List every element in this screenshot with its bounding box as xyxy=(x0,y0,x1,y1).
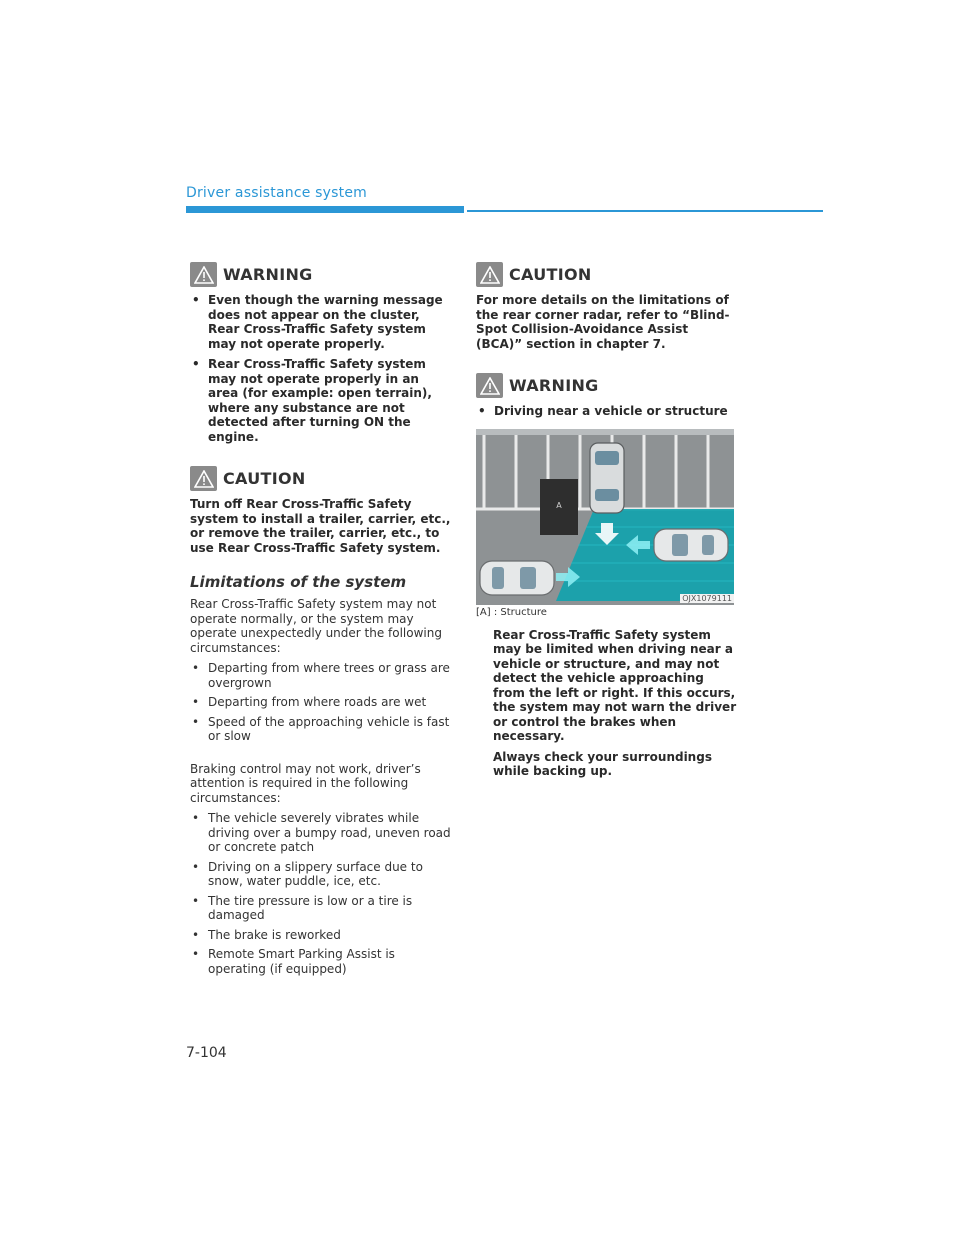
warning-title: WARNING xyxy=(223,265,313,284)
limitations-intro: Rear Cross-Traffic Safety system may not operate normally, or the system may operate unexpectedly under the following circumstances: xyxy=(190,597,442,655)
caution-text: For more details on the limitations of the rear corner radar, refer to “Blind-Spot Collision-Avoidance Assist (BCA)” section in chapter 7. xyxy=(476,293,730,351)
list-item: • Driving on a slippery surface due to snow, water puddle, ice, etc. xyxy=(190,860,452,889)
header-rule-thin xyxy=(467,210,823,212)
list-item: • Speed of the approaching vehicle is fast or slow xyxy=(190,715,452,744)
warning-heading xyxy=(476,373,738,398)
list-item: • Departing from where roads are wet xyxy=(190,695,452,710)
own-vehicle xyxy=(590,443,624,513)
page-number: 7-104 xyxy=(186,1045,227,1061)
warning-triangle-icon xyxy=(476,262,503,287)
list-item: • The vehicle severely vibrates while driving over a bumpy road, uneven road or concrete patch xyxy=(190,811,452,855)
left-column xyxy=(190,262,452,981)
list-item: • Rear Cross-Traffic Safety system may not operate properly in an area (for example: open terrain), where any substance are not detected after turning ON the engine. xyxy=(190,357,452,444)
caution-heading xyxy=(190,466,452,491)
caution-box xyxy=(190,466,452,555)
list-item: • Driving near a vehicle or structure xyxy=(476,404,738,419)
caution-box xyxy=(476,262,738,351)
warning-title: WARNING xyxy=(509,376,599,395)
warning-list xyxy=(476,404,738,419)
list-item: • Departing from where trees or grass are overgrown xyxy=(190,661,452,690)
parking-illustration xyxy=(476,429,734,605)
list-item: • Even though the warning message does not appear on the cluster, Rear Cross-Traffic Safety system may not operate properly. xyxy=(190,293,452,351)
warning-paragraph: Rear Cross-Traffic Safety system may be limited when driving near a vehicle or structure, and may not detect the vehicle approaching from the left or right. If this occurs, the system may not warn the driver or control the brakes when necessary. xyxy=(493,627,737,743)
caution-text: Turn off Rear Cross-Traffic Safety system to install a trailer, carrier, etc., or remove the trailer, carrier, etc., to use Rear Cross-Traffic Safety system. xyxy=(190,497,451,555)
warning-heading xyxy=(190,262,452,287)
warning-triangle-icon xyxy=(476,373,503,398)
approaching-vehicle-left xyxy=(480,561,554,595)
structure-marker: A xyxy=(556,500,562,510)
header-rule-thick xyxy=(186,206,464,213)
figure-code: OJX1079111 xyxy=(682,593,732,603)
warning-paragraph: Always check your surroundings while backing up. xyxy=(493,749,712,778)
right-column xyxy=(476,262,738,785)
approaching-vehicle-right xyxy=(654,529,728,561)
warning-triangle-icon xyxy=(190,466,217,491)
limitations-list xyxy=(190,661,452,744)
section-title: Driver assistance system xyxy=(186,185,367,201)
braking-list xyxy=(190,811,452,976)
list-item: • The tire pressure is low or a tire is damaged xyxy=(190,894,452,923)
warning-box xyxy=(190,262,452,444)
warning-triangle-icon xyxy=(190,262,217,287)
list-item: • The brake is reworked xyxy=(190,928,452,943)
braking-intro: Braking control may not work, driver’s attention is required in the following circumstances: xyxy=(190,761,421,805)
warning-list xyxy=(190,293,452,444)
list-item: • Remote Smart Parking Assist is operating (if equipped) xyxy=(190,947,452,976)
caution-title: CAUTION xyxy=(223,469,306,488)
caution-title: CAUTION xyxy=(509,265,592,284)
figure-caption: [A] : Structure xyxy=(476,606,547,618)
caution-heading xyxy=(476,262,738,287)
parking-scene xyxy=(476,429,734,605)
limitations-heading: Limitations of the system xyxy=(190,573,407,591)
warning-box xyxy=(476,373,738,419)
